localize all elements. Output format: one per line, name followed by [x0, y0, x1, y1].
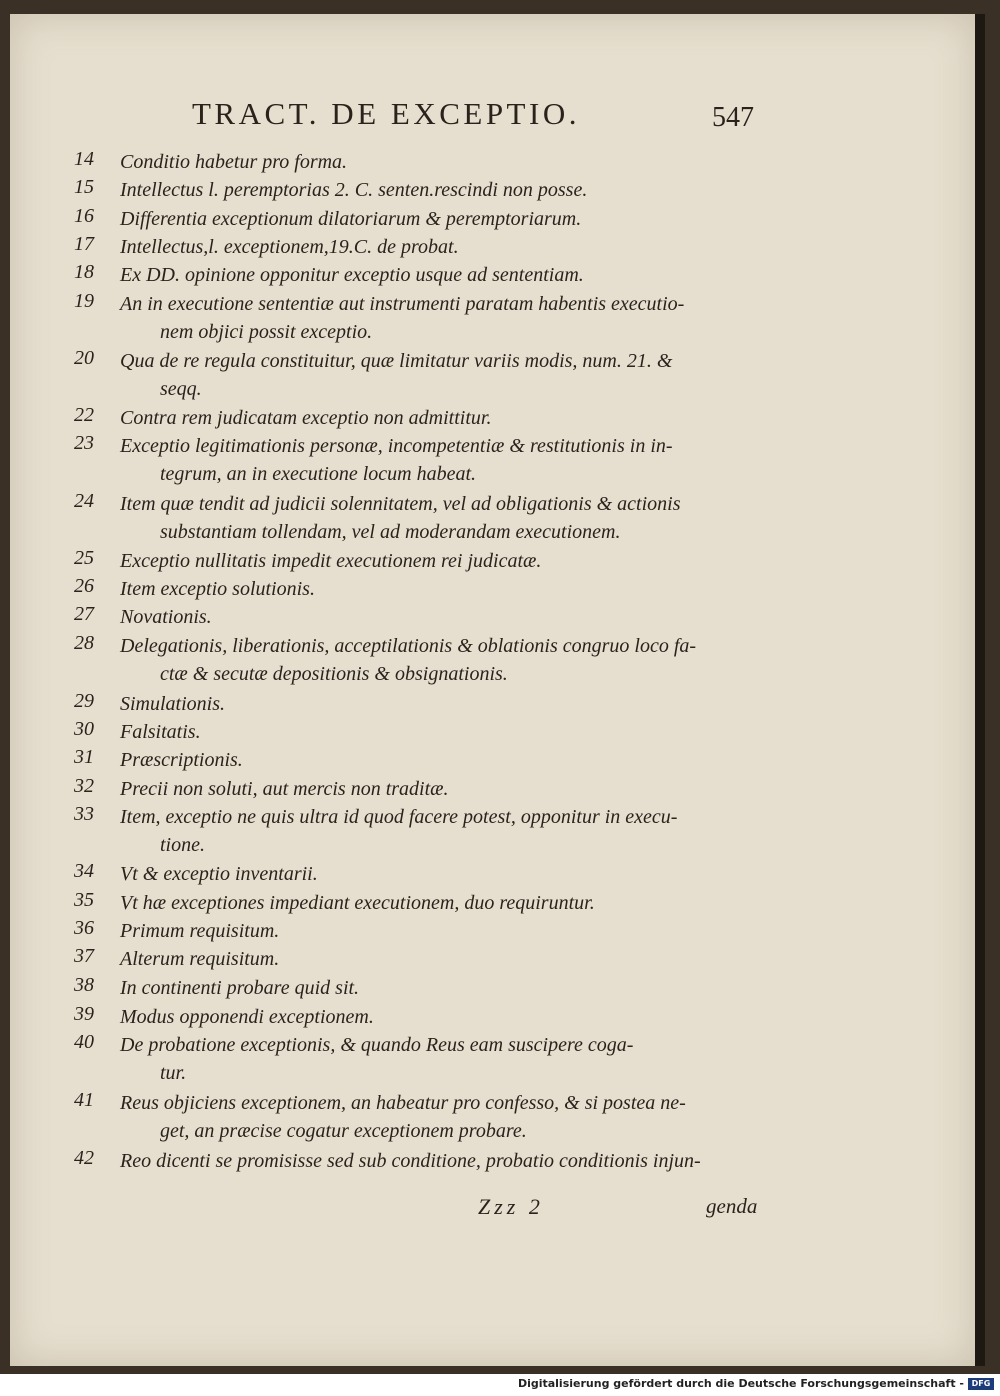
entry-text — [120, 233, 770, 261]
entry-text — [120, 261, 770, 289]
entry-line: Intellectus,l. exceptionem,19.C. de probat. — [120, 236, 459, 258]
entry-text — [120, 917, 770, 945]
entry-line: Vt & exceptio inventarii. — [120, 863, 318, 885]
entry-number: 23 — [74, 432, 94, 454]
entry-line: Exceptio legitimationis personæ, incompetentiæ & restitutionis in in- — [120, 435, 673, 457]
entry-text — [120, 490, 770, 546]
entry-number: 19 — [74, 290, 94, 312]
entry-number: 20 — [74, 347, 94, 369]
entry-text — [120, 889, 770, 917]
entry-line: Conditio habetur pro forma. — [120, 151, 348, 173]
entry-text — [120, 718, 770, 746]
entry-line: De probatione exceptionis, & quando Reus eam suscipere coga- — [120, 1034, 634, 1056]
entry-continuation-line: tur. — [160, 1062, 187, 1084]
entry-line: Reo dicenti se promisisse sed sub conditione, probatio conditionis injun- — [120, 1150, 701, 1172]
entry-line: Exceptio nullitatis impedit executionem rei judicatæ. — [120, 550, 542, 572]
entry-text — [120, 290, 770, 346]
entry-line: Qua de re regula constituitur, quæ limitatur variis modis, num. 21. & — [120, 350, 673, 372]
entry-text — [120, 205, 770, 233]
digitization-credit: Digitalisierung gefördert durch die Deutsche Forschungsgemeinschaft - — [517, 1377, 964, 1390]
entry-line: Contra rem judicatam exceptio non admittitur. — [120, 407, 492, 429]
entry-line: Intellectus l. peremptorias 2. C. senten.rescindi non posse. — [120, 179, 588, 201]
entry-text — [120, 1031, 770, 1087]
running-head: TRACT. DE EXCEPTIO. — [192, 96, 580, 131]
entry-text — [120, 176, 770, 204]
entry-number: 42 — [74, 1147, 94, 1169]
entry-line: Reus objiciens exceptionem, an habeatur pro confesso, & si postea ne- — [120, 1092, 686, 1114]
entry-number: 14 — [74, 148, 94, 170]
entry-number: 16 — [74, 205, 94, 227]
entry-number: 27 — [74, 603, 94, 625]
entry-line: Præscriptionis. — [120, 749, 243, 771]
entry-text — [120, 575, 770, 603]
entry-line: Item quæ tendit ad judicii solennitatem, vel ad obligationis & actionis — [120, 493, 681, 515]
catchword: genda — [706, 1194, 758, 1218]
entry-text — [120, 148, 770, 176]
entry-text — [120, 974, 770, 1002]
entry-continuation-line: nem objici possit exceptio. — [160, 321, 373, 343]
entry-number: 32 — [74, 775, 94, 797]
entry-continuation-line: substantiam tollendam, vel ad moderandam executionem. — [160, 521, 621, 543]
page-edge-shadow — [975, 14, 985, 1366]
entry-number: 38 — [74, 974, 94, 996]
entry-line: Modus opponendi exceptionem. — [120, 1006, 374, 1028]
entry-line: Differentia exceptionum dilatoriarum & peremptoriarum. — [120, 208, 582, 230]
signature-mark: Zzz 2 — [478, 1194, 544, 1219]
entry-line: Item exceptio solutionis. — [120, 578, 315, 600]
entry-text — [120, 746, 770, 774]
entry-number: 35 — [74, 889, 94, 911]
entry-line: In continenti probare quid sit. — [120, 977, 360, 999]
entry-continuation-line: tione. — [160, 834, 205, 856]
entry-continuation-line: ctæ & secutæ depositionis & obsignationis. — [160, 663, 508, 685]
entry-number: 41 — [74, 1089, 94, 1111]
entry-number: 40 — [74, 1031, 94, 1053]
entry-number: 26 — [74, 575, 94, 597]
page-number: 547 — [712, 102, 754, 133]
entry-text — [120, 347, 770, 403]
entry-text — [120, 547, 770, 575]
entry-number: 39 — [74, 1003, 94, 1025]
entry-text — [120, 632, 770, 688]
entry-text — [120, 803, 770, 859]
dfg-logo: DFG — [968, 1378, 994, 1390]
entry-text — [120, 860, 770, 888]
entry-number: 24 — [74, 490, 94, 512]
entry-line: Simulationis. — [120, 693, 226, 715]
entry-line: Falsitatis. — [120, 721, 201, 743]
entry-number: 31 — [74, 746, 94, 768]
entry-number: 36 — [74, 917, 94, 939]
entry-text — [120, 945, 770, 973]
entry-number: 37 — [74, 945, 94, 967]
entry-number: 22 — [74, 404, 94, 426]
entry-line: Delegationis, liberationis, acceptilationis & oblationis congruo loco fa- — [120, 635, 697, 657]
entry-number: 25 — [74, 547, 94, 569]
entry-number: 28 — [74, 632, 94, 654]
entry-line: Alterum requisitum. — [120, 948, 280, 970]
entry-text — [120, 690, 770, 718]
entry-text — [120, 1089, 770, 1145]
entry-continuation-line: seqq. — [160, 378, 202, 400]
entry-line: Ex DD. opinione opponitur exceptio usque ad sententiam. — [120, 264, 584, 286]
entry-line: Vt hæ exceptiones impediant executionem, duo requiruntur. — [120, 892, 595, 914]
entry-text — [120, 1003, 770, 1031]
entry-line: Precii non soluti, aut mercis non traditæ. — [120, 778, 449, 800]
entry-line: An in executione sententiæ aut instrumenti paratam habentis executio- — [120, 293, 685, 315]
entry-text — [120, 603, 770, 631]
entry-text — [120, 775, 770, 803]
entry-number: 30 — [74, 718, 94, 740]
entry-number: 34 — [74, 860, 94, 882]
entry-continuation-line: get, an præcise cogatur exceptionem probare. — [160, 1120, 527, 1142]
entry-number: 18 — [74, 261, 94, 283]
entry-text — [120, 1147, 770, 1175]
entry-continuation-line: tegrum, an in executione locum habeat. — [160, 463, 477, 485]
entry-number: 33 — [74, 803, 94, 825]
entry-number: 17 — [74, 233, 94, 255]
entry-number: 15 — [74, 176, 94, 198]
entry-number: 29 — [74, 690, 94, 712]
entry-text — [120, 404, 770, 432]
entry-text — [120, 432, 770, 488]
entry-line: Novationis. — [120, 606, 212, 628]
entry-line: Item, exceptio ne quis ultra id quod facere potest, opponitur in execu- — [120, 806, 678, 828]
entry-line: Primum requisitum. — [120, 920, 280, 942]
